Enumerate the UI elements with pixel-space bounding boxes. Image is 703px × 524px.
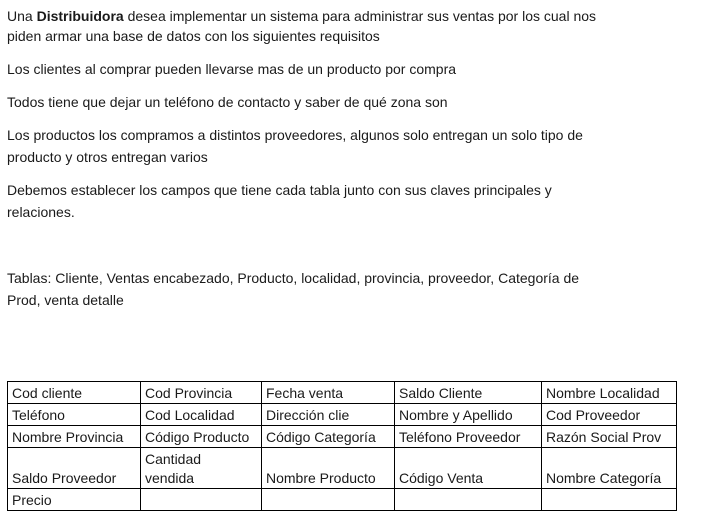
table-cell: Nombre Localidad [542,382,677,404]
table-cell-empty [542,489,677,511]
requirement-suppliers-line-2: producto y otros entregan varios [7,149,208,165]
table-cell: Cod Proveedor [542,404,677,426]
fields-table [7,381,677,511]
table-cell: Fecha venta [262,382,395,404]
table-row [8,448,677,489]
table-cell: Cod Provincia [141,382,262,404]
table-row [8,404,677,426]
table-cell: Nombre Provincia [8,426,141,448]
intro-rest: desea implementar un sistema para administrar sus ventas por los cual nos [123,8,597,24]
tables-list-line-2: Prod, venta detalle [7,292,124,308]
table-cell-cantidad-vendida [141,448,262,489]
requirement-suppliers-line-1: Los productos los compramos a distintos proveedores, algunos solo entregan un solo tipo de [7,127,583,143]
table-cell: Código Categoría [262,426,395,448]
intro-paragraph-line-2: piden armar una base de datos con los siguientes requisitos [7,28,380,44]
table-row [8,426,677,448]
table-cell: Saldo Proveedor [8,448,141,489]
table-cell: Saldo Cliente [395,382,542,404]
tables-list-line-1: Tablas: Cliente, Ventas encabezado, Producto, localidad, provincia, proveedor, Categoría de [7,270,580,286]
requirement-contact-phone-zone: Todos tiene que dejar un teléfono de contacto y saber de qué zona son [7,94,448,110]
table-cell: Nombre y Apellido [395,404,542,426]
instruction-fields-line-2: relaciones. [7,204,75,220]
cantidad-line-1: Cantidad [145,451,202,467]
intro-paragraph-line-1 [7,5,596,27]
table-row [8,489,677,511]
table-row [8,382,677,404]
table-cell: Dirección clie [262,404,395,426]
table-cell-empty [262,489,395,511]
table-cell: Código Venta [395,448,542,489]
table-cell: Razón Social Prov [542,426,677,448]
table-cell: Precio [8,489,141,511]
requirement-products-per-purchase: Los clientes al comprar pueden llevarse mas de un producto por compra [7,61,457,77]
table-cell: Teléfono [8,404,141,426]
intro-prefix: Una [7,8,37,24]
table-cell: Teléfono Proveedor [395,426,542,448]
cantidad-line-2: vendida [145,470,195,486]
table-cell-empty [395,489,542,511]
instruction-fields-line-1: Debemos establecer los campos que tiene cada tabla junto con sus claves principales y [7,182,552,198]
table-cell-empty [141,489,262,511]
table-cell: Código Producto [141,426,262,448]
company-bold-word: Distribuidora [36,8,124,24]
table-cell: Cod Localidad [141,404,262,426]
table-cell: Nombre Producto [262,448,395,489]
table-cell: Nombre Categoría [542,448,677,489]
table-cell: Cod cliente [8,382,141,404]
